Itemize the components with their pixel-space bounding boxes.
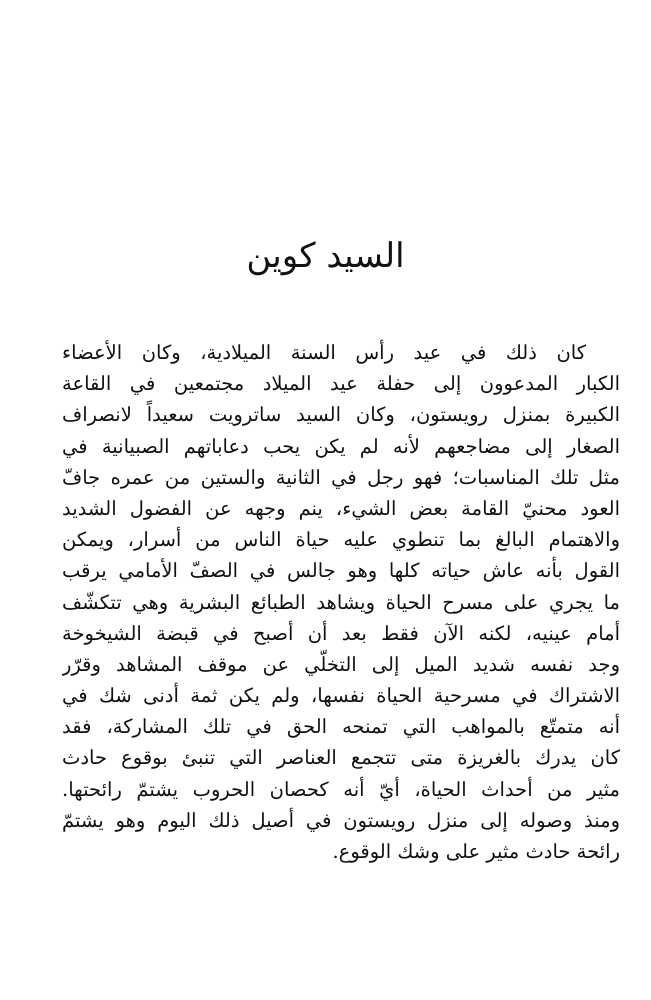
text-line: أمام عينيه، لكنه الآن فقط بعد أن أصبح في قبضة الشيخوخة [62, 621, 620, 645]
chapter-title: السيد كوين [246, 236, 405, 276]
text-line: مثير من أحداث الحياة، أيّ أنه كحصان الحروب يشتمّ رائحتها. [62, 777, 620, 801]
text-line: كان يدرك بالغريزة متى تتجمع العناصر التي تنبئ بوقوع حادث [62, 746, 620, 770]
text-line: الكبيرة بمنزل رويستون، وكان السيد ساترويت سعيداً لانصراف [62, 403, 620, 427]
text-line: أنه متمتّع بالمواهب التي تمنحه الحق في تلك المشاركة، فقد [62, 715, 620, 739]
text-line: ومنذ وصوله إلى منزل رويستون في أصيل ذلك اليوم وهو يشتمّ [62, 808, 620, 832]
text-line: رائحة حادث مثير على وشك الوقوع. [332, 840, 620, 863]
text-line: والاهتمام البالغ بما تنطوي عليه حياة الناس من أسرار، ويمكن [62, 528, 620, 552]
text-line: العود محنيّ القامة بعض الشيء، ينم وجهه عن الفضول الشديد [62, 496, 620, 520]
text-line: الكبار المدعوون إلى حفلة عيد الميلاد مجتمعين في القاعة [62, 372, 620, 396]
text-line: الصغار إلى مضاجعهم لأنه لم يكن يحب دعاباتهم الصبيانية في [62, 434, 620, 458]
text-line: القول بأنه عاش حياته كلها وهو جالس في الصفّ الأمامي يرقب [62, 559, 620, 583]
text-line: وجد نفسه شديد الميل إلى التخلّي عن موقف المشاهد وقرّر [62, 652, 620, 676]
text-line: الاشتراك في مسرحية الحياة نفسها، ولم يكن ثمة أدنى شك في [62, 684, 620, 708]
text-line: مثل تلك المناسبات؛ فهو رجل في الثانية والستين من عمره جافّ [62, 465, 620, 489]
text-line: ما يجري على مسرح الحياة ويشاهد الطبائع البشرية وهي تتكشّف [62, 590, 620, 614]
text-line: كان ذلك في عيد رأس السنة الميلادية، وكان الأعضاء [62, 341, 586, 364]
body-paragraph [62, 337, 620, 867]
